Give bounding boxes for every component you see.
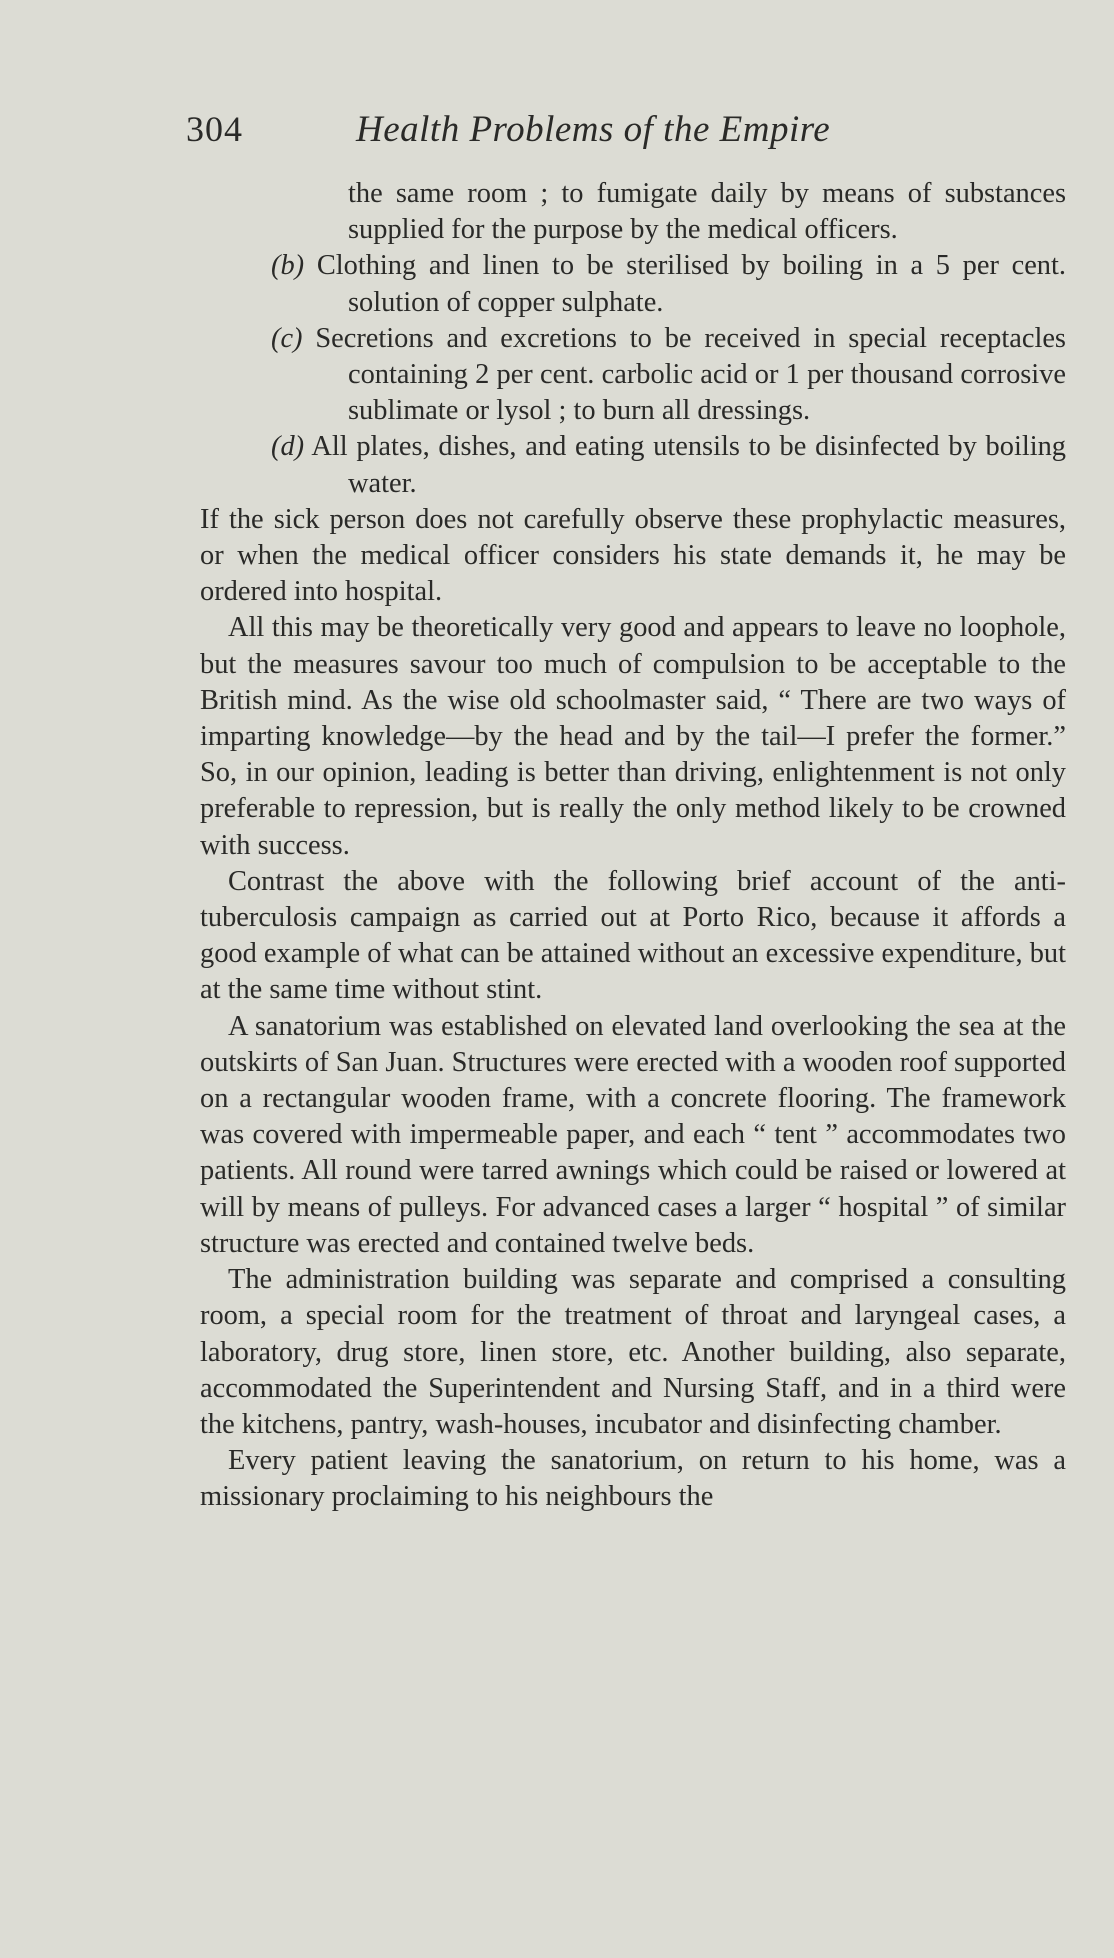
list-item-b xyxy=(200,248,1066,320)
list-item-label: (c) xyxy=(271,322,303,354)
page-header xyxy=(186,108,1066,168)
list-item-label: (d) xyxy=(271,431,305,463)
page-number: 304 xyxy=(186,109,243,149)
list-item-d xyxy=(200,429,1066,501)
list-item-text: Secretions and excretions to be received in special receptacles containing 2 per cent. carbolic acid or 1 per thousand corrosive sublimate or lysol ; to burn all dressings. xyxy=(315,322,1066,427)
paragraph: The administration building was separate and comprised a consulting room, a special room for the treatment of throat and laryngeal cases, a laboratory, drug store, linen store, etc. Another building, also separate, accommodated the Superintendent and Nursing Staff, and in a third were the kitchens, pantry, wash-houses, incubator and disinfecting chamber. xyxy=(200,1264,1066,1440)
paragraph: Every patient leaving the sanatorium, on return to his home, was a missionary proclaiming to his neighbours the xyxy=(200,1445,1066,1513)
paragraph: All this may be theoretically very good and appears to leave no loophole, but the measures savour too much of compulsion to be acceptable to the British mind. As the wise old schoolmaster said, “ There are two ways of imparting knowledge—by the head and by the tail—I prefer the former.” So, in our opinion, leading is better than driving, enlightenment is not only preferable to repression, but is really the only method likely to be crowned with success. xyxy=(200,612,1066,861)
paragraph: A sanatorium was established on elevated land overlooking the sea at the outskirts of San Juan. Structures were erected with a wooden roof supported on a rectangular wooden frame, with a concrete flooring. The framework was covered with impermeable paper, and each “ tent ” accommodates two patients. All round were tarred awnings which could be raised or lowered at will by means of pulleys. For advanced cases a larger “ hospital ” of similar structure was erected and contained twelve beds. xyxy=(200,1010,1066,1259)
list-item-text: All plates, dishes, and eating utensils to be disinfected by boiling water. xyxy=(311,431,1066,499)
list-item-text: Clothing and linen to be sterilised by boiling in a 5 per cent. solution of copper sulphate. xyxy=(316,250,1066,318)
list-item-label: (b) xyxy=(271,250,305,282)
running-title: Health Problems of the Empire xyxy=(356,109,831,150)
list-item-c xyxy=(200,321,1066,430)
body-text xyxy=(200,176,1066,1516)
list-item-continuation xyxy=(200,176,1066,248)
paragraph: If the sick person does not carefully observe these prophylactic measures, or when the medical officer considers his state demands it, he may be ordered into hospital. xyxy=(200,503,1066,608)
paragraph: Contrast the above with the following brief account of the anti-tuberculosis campaign as carried out at Porto Rico, because it affords a good example of what can be attained without an excessive expenditure, but at the same time without stint. xyxy=(200,865,1066,1006)
list-item-text: the same room ; to fumigate daily by means of substances supplied for the purpose by the medical officers. xyxy=(348,178,1066,246)
